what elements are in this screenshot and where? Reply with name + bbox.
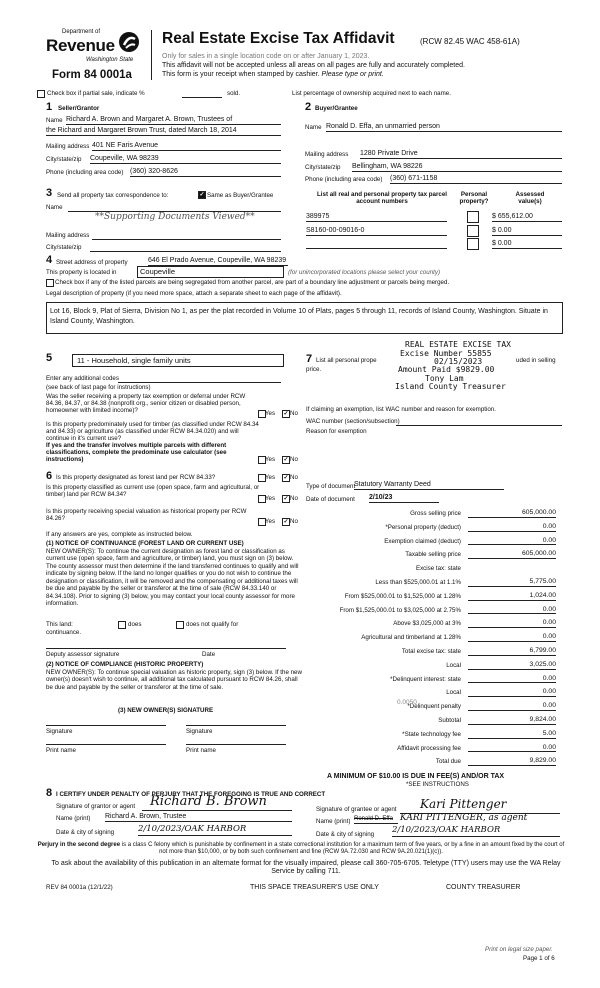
buyer-section-title: Buyer/Grantee [315, 105, 358, 112]
correspondence-city-line[interactable] [90, 251, 281, 252]
correspondence-section-number: 3 [46, 187, 53, 199]
doc-type-label: Type of document [306, 483, 356, 490]
doc-type-value[interactable]: Statutory Warranty Deed [354, 481, 504, 490]
buyer-name-label: Name [305, 124, 322, 131]
assessed-value-header: Assessed value(s) [515, 191, 545, 206]
form-title: Real Estate Excise Tax Affidavit [162, 30, 395, 47]
grantor-date-label: Date & city of signing [56, 829, 115, 836]
parcel-number-1[interactable]: 389975 [306, 213, 447, 222]
form-number: Form 84 0001a [52, 69, 132, 81]
additional-codes-line[interactable] [118, 382, 281, 383]
owner-print-line-1[interactable] [46, 744, 166, 745]
tax-row-label: From $525,000.01 to $1,525,000 at 1.28% [344, 592, 461, 600]
certify-section-number: 8 [46, 787, 53, 799]
wac-label: WAC number (section/subsection) [306, 418, 400, 425]
continuance-label: continuance. [46, 629, 82, 636]
grantee-name-struck: Ronald D. Effa [354, 816, 398, 824]
use-code-select[interactable]: 11 - Household, single family units [72, 354, 284, 367]
receipt-line-1: REAL ESTATE EXCISE TAX [405, 340, 511, 349]
reason-label: Reason for exemption [306, 428, 367, 435]
use-code-section-number: 5 [46, 352, 53, 364]
minimum-due-note: A MINIMUM OF $10.00 IS DUE IN FEE(S) AND/OR TAX [327, 773, 505, 780]
perjury-notice: Perjury in the second degree is a class C felony which is punishable by confinement in a state correctional institution for a maximum term of five years, or by a fine in an amount fixed by the court of not more than $10,000, or by both such confinement and fine (RCW 9A.72.030 and RCW 9A.20.021(1)(c)). [37, 842, 565, 855]
owner-print-label-2: Print name [186, 747, 216, 754]
grantee-name-label: Name (print) [316, 818, 351, 825]
tax-row-value[interactable]: 9,829.00 [468, 757, 556, 766]
timber-question: Is this property predominately used for timber (as classified under RCW 84.34 and 84.33) or agriculture (as classified under RCW 84.34.020) and will continue in it's current use? [46, 421, 259, 443]
parcel-number-3[interactable] [306, 240, 447, 249]
forest-no-text: No [290, 474, 298, 481]
tax-row-value[interactable]: 0.00 [468, 702, 556, 711]
notice-continuance-title: (1) NOTICE OF CONTINUANCE (FOREST LAND OR CURRENT USE) [46, 540, 244, 547]
exemption-no-label: No [290, 410, 298, 417]
exemption-no-checkbox[interactable]: ✓ [283, 411, 289, 417]
owner-signature-line-2[interactable] [186, 725, 286, 726]
historic-no-checkbox[interactable]: ✓ [283, 519, 289, 525]
notice-compliance-title: (2) NOTICE OF COMPLIANCE (HISTORIC PROPERTY) [46, 661, 204, 668]
tax-row-value[interactable]: 3,025.00 [468, 661, 556, 670]
grantor-signature-label: Signature of grantor or agent [56, 803, 136, 810]
tax-row-value[interactable]: 0.00 [468, 523, 556, 532]
tax-row-label: Subtotal [438, 717, 461, 724]
correspondence-mail-line[interactable] [92, 239, 281, 240]
revision-label: REV 84 0001a (12/1/22) [46, 884, 113, 891]
treasurer-use-label: THIS SPACE TREASURER'S USE ONLY [250, 884, 379, 891]
tax-row-value[interactable]: 0.00 [468, 744, 556, 753]
tax-row-label: Less than $525,000.01 at 1.1% [375, 579, 461, 586]
seller-name-label: Name [46, 117, 63, 124]
correspondence-label: Send all property tax correspondence to: [57, 192, 169, 199]
historic-yes-text: Yes [265, 518, 276, 525]
seller-phone-value[interactable]: (360) 320-8626 [130, 168, 281, 177]
grantor-signature-line[interactable] [142, 810, 292, 811]
tax-row-value[interactable]: 0.00 [468, 633, 556, 642]
grantor-name-value[interactable]: Richard A. Brown, Trustee [105, 813, 292, 822]
tax-row-label: Taxable selling price [405, 551, 461, 559]
street-value[interactable]: 646 El Prado Avenue, Coupeville, WA 98239 [148, 257, 288, 266]
buyer-mail-value[interactable]: 1280 Private Drive [360, 150, 562, 159]
receipt-line-3: 02/15/2023 [434, 357, 483, 366]
timber-yes-label: Yes [265, 456, 276, 463]
receipt-line-6: Island County Treasurer [395, 382, 506, 391]
owner-signature-label-1: Signature [46, 728, 73, 735]
form-rcw: (RCW 82.45 WAC 458-61A) [420, 37, 520, 46]
notice-continuance-body: NEW OWNER(S): To continue the current designation as forest land or classification as current use (open space, farm and agriculture, or timber) land, you must sign on (3) below. The county assessor must then determine if the land transferred continues to qualify and will indicate by signing below. If the land no longer qualifies or you do not wish to continue the designation or classification, it will be removed and the compensating or additional taxes will be due and payable by the seller or transferor at the time of sale (RCW 84.33.140 or 84.34.108). Prior to signing (3) below, you may contact your local county assessor for more information. [46, 548, 299, 608]
tax-row-value[interactable]: 0.00 [468, 537, 556, 546]
tax-row-value[interactable]: 605,000.00 [468, 550, 556, 559]
seller-section-title: Seller/Grantor [58, 105, 100, 112]
street-label: Street address of property [56, 259, 128, 266]
this-land-label: This land: [46, 621, 73, 628]
forest-section-number: 6 [46, 470, 53, 482]
tax-row-value[interactable]: 1,024.00 [468, 592, 556, 601]
grantee-date-label: Date & city of signing [316, 831, 375, 838]
county-treasurer-label: COUNTY TREASURER [446, 884, 521, 891]
partial-sale-label: Check box if partial sale, indicate % [47, 90, 145, 97]
tax-row-value[interactable]: 0.00 [468, 619, 556, 628]
tax-row-value[interactable]: 5,775.00 [468, 578, 556, 587]
seller-section-number: 1 [46, 101, 53, 113]
certify-title: I CERTIFY UNDER PENALTY OF PERJURY THAT THE FOREGOING IS TRUE AND CORRECT [56, 791, 326, 798]
seller-name-line-1[interactable]: Richard A. Brown and Margaret A. Brown, Trustees of [66, 116, 281, 125]
tax-row-label: *Delinquent interest: state [390, 675, 461, 683]
timber-no-label: No [290, 456, 298, 463]
tax-row-label: Total due [435, 758, 461, 766]
buyer-city-label: City/state/zip [305, 164, 341, 171]
grantor-signature: Richard B. Brown [150, 794, 267, 809]
property-section-number: 4 [46, 254, 53, 266]
owner-print-label-1: Print name [46, 747, 76, 754]
tax-row-value[interactable]: 5.00 [468, 730, 556, 739]
buyer-name-value[interactable]: Ronald D. Effa, an unmarried person [326, 123, 562, 132]
deputy-date-label: Date [202, 651, 216, 658]
personal-property-section-number: 7 [306, 353, 313, 365]
location-select[interactable]: Coupeville [137, 266, 284, 278]
correspondence-mail-label: Mailing address [46, 232, 90, 239]
legal-paper-note: Print on legal size paper. [485, 946, 553, 953]
personal-property-list-tail: uded in selling [516, 357, 556, 364]
historic-no-text: No [290, 518, 298, 525]
does-not-qualify-checkbox[interactable] [176, 621, 184, 629]
personal-property-checkbox-1[interactable] [467, 211, 479, 223]
buyer-section-number: 2 [305, 101, 312, 113]
current-use-no-checkbox[interactable]: ✓ [283, 496, 289, 502]
tax-row-label: Local [446, 661, 461, 669]
same-as-buyer-checkbox[interactable]: ✓ [199, 192, 205, 198]
grantor-date-value[interactable]: 2/10/2023/OAK HARBOR [138, 825, 292, 836]
buyer-phone-label: Phone (including area code) [305, 176, 383, 183]
segregated-label: Check box if any of the listed parcels are being segregated from another parcel, are part of a boundary line adjustment or parcels being merged. [55, 279, 450, 286]
partial-sale-checkbox[interactable] [37, 90, 45, 98]
personal-property-checkbox-2[interactable] [467, 225, 479, 237]
exemption-question: Was the seller receiving a property tax exemption or deferral under RCW 84.36, 84.37, or 84.38 (nonprofit org., senior citizen or disabled person, homeowner with limited income)? [46, 393, 246, 415]
tax-row-label: Gross selling price [410, 510, 461, 517]
personal-property-price-label: price. [306, 366, 322, 373]
partial-pct-line[interactable] [182, 97, 222, 98]
receipt-line-2: Excise Number 55855 [400, 349, 492, 358]
wac-line[interactable] [396, 425, 562, 426]
tax-row-label: Excise tax: state [415, 565, 461, 573]
page-number: Page 1 of 6 [523, 955, 555, 962]
additional-codes-label: Enter any additional codes [46, 375, 119, 382]
owner-signature-line-1[interactable] [46, 725, 166, 726]
buyer-city-value[interactable]: Bellingham, WA 98226 [352, 163, 562, 172]
segregated-checkbox[interactable] [46, 279, 54, 287]
grantee-signature-label: Signature of grantee or agent [316, 806, 397, 813]
header-note-1: Only for sales in a single location code on or after January 1, 2023. [162, 53, 370, 60]
seller-city-label: City/state/zip [46, 156, 82, 163]
tax-row-value[interactable]: 605,000.00 [468, 509, 556, 518]
list-percentage-note: List percentage of ownership acquired next to each name. [292, 90, 451, 97]
deputy-signature-line[interactable] [46, 648, 286, 649]
dept-of-label: Department of [62, 29, 101, 35]
tax-row-label: From $1,525,000.01 to $3,025,000 at 2.75% [339, 606, 461, 614]
does-qualify-checkbox[interactable] [118, 621, 126, 629]
tax-row-label: *State technology fee [402, 730, 461, 738]
exemption-yes-label: Yes [265, 410, 276, 417]
does-not-qualify-label: does not qualify for [186, 621, 239, 628]
exemption-claim-label: If claiming an exemption, list WAC number and reason for exemption. [306, 406, 496, 413]
seller-name-line-2[interactable]: the Richard and Margaret Brown Trust, dated March 18, 2014 [46, 127, 281, 136]
grantee-name-value[interactable]: KARI PITTENGER, as agent [400, 813, 528, 823]
tax-row-label: Above $3,025,000 at 3% [393, 620, 461, 628]
see-back-label: (see back of last page for instructions) [46, 384, 151, 391]
receipt-line-4: Amount Paid $9829.00 [398, 365, 495, 374]
tax-row-value[interactable]: 6,799.00 [468, 647, 556, 656]
grantor-name-label: Name (print) [56, 815, 91, 822]
legal-description-label: Legal description of property (if you need more space, attach a separate sheet to each page of the affidavit). [46, 290, 342, 297]
tax-row-label: Total excise tax: state [401, 648, 461, 655]
tax-row-label: Exemption claimed (deduct) [384, 537, 461, 545]
personal-property-checkbox-3[interactable] [467, 238, 479, 250]
seller-mail-label: Mailing address [46, 143, 90, 150]
owner-signature-label-2: Signature [186, 728, 213, 735]
assessed-value-2[interactable]: $ 0.00 [492, 227, 562, 236]
tax-row-label: Affidavit processing fee [397, 744, 461, 752]
tax-row-value[interactable]: 0.00 [468, 688, 556, 697]
located-label: This property is located in [46, 269, 117, 276]
new-owner-signature-title: (3) NEW OWNER(S) SIGNATURE [118, 707, 214, 714]
historic-question: Is this property receiving special valuation as historical property per RCW 84.26? [46, 508, 247, 523]
revenue-logo-text: Revenue [46, 36, 115, 55]
tax-row-label: *Personal property (deduct) [385, 523, 461, 531]
tax-row-label: Local [446, 689, 461, 697]
owner-print-line-2[interactable] [186, 744, 286, 745]
does-qualify-label: does [128, 621, 142, 628]
forest-yes-text: Yes [265, 474, 276, 481]
current-use-no-text: No [290, 495, 298, 502]
parcel-header: List all real and personal property tax parcel account numbers [317, 191, 447, 206]
seller-phone-label: Phone (including area code) [46, 169, 124, 176]
timber-no-checkbox[interactable]: ✓ [283, 457, 289, 463]
supporting-docs-stamp: **Supporting Documents Viewed** [95, 212, 255, 222]
seller-city-value[interactable]: Coupeville, WA 98239 [90, 155, 281, 164]
personal-property-header: Personal property? [459, 191, 489, 206]
personal-property-list-label: List all personal prope [316, 357, 377, 364]
timber-question-note: If yes and the transfer involves multiple parcels with different classifications, complete the predominate use calculator (see instructions) [46, 442, 227, 464]
deputy-signature-label: Deputy assessor signature [46, 651, 120, 658]
forest-question: Is this property designated as forest land per RCW 84.33? [56, 474, 216, 481]
notice-compliance-body: NEW OWNER(S): To continue special valuation as historic property, sign (3) below. If the new owner(s) doesn't wish to continue, all additional tax calculated pursuant to RCW 84.26, shall be due and payable by the seller or transferor at the time of sale. [46, 669, 302, 691]
see-instructions-note: *SEE INSTRUCTIONS [406, 781, 469, 788]
partial-sold-label: sold. [227, 90, 241, 97]
current-use-yes-text: Yes [265, 495, 276, 502]
correspondence-city-label: City/state/zip [46, 244, 82, 251]
parcel-number-2[interactable]: S8160-00-09016-0 [306, 227, 447, 236]
doc-date-label: Date of document [306, 496, 355, 503]
forest-no-checkbox[interactable]: ✓ [283, 475, 289, 481]
doc-date-value[interactable]: 2/10/23 [369, 494, 439, 503]
if-any-yes-note: If any answers are yes, complete as instructed below. [46, 531, 193, 538]
revenue-logo-icon [118, 31, 140, 53]
same-as-buyer-label: Same as Buyer/Grantee [207, 192, 274, 199]
alternate-format-notice: To ask about the availability of this publication in an alternate format for the visually impaired, please call 360-705-6705. Teletype (TTY) users may use the WA Relay Service by calling 711. [51, 860, 561, 876]
correspondence-name-label: Name [46, 204, 63, 211]
located-note: (for unincorporated locations please select your county) [288, 269, 441, 276]
header-divider [151, 30, 152, 80]
tax-row-label: Agricultural and timberland at 1.28% [361, 634, 461, 642]
receipt-line-5: Tony Lam [425, 374, 464, 383]
legal-description-box[interactable]: Lot 16, Block 9, Plat of Sierra, Division No 1, as per the plat recorded in Volume 10 of Plats, pages 5 through 11, records of Island County, Washington. Situate in Island County, Washington. [46, 302, 563, 334]
seller-mail-value[interactable]: 401 NE Faris Avenue [92, 142, 281, 151]
tax-row-value[interactable]: 0.00 [468, 675, 556, 684]
local-rate: 0.0050 [397, 699, 417, 706]
tax-row-value[interactable]: 9,824.00 [468, 716, 556, 725]
grantee-date-value[interactable]: 2/10/2023/OAK HARBOR [392, 826, 560, 837]
assessed-value-1[interactable]: $ 655,612.00 [492, 213, 562, 222]
buyer-phone-value[interactable]: (360) 671-1158 [390, 175, 562, 184]
washington-state-label: Washington State [86, 57, 134, 63]
current-use-question: Is this property classified as current use (open space, farm and agricultural, or timber) land per RCW 84.34? [46, 484, 260, 499]
header-note-3: This form is your receipt when stamped by cashier. Please type or print. [162, 71, 384, 78]
buyer-mail-label: Mailing address [305, 151, 349, 158]
assessed-value-3[interactable]: $ 0.00 [492, 240, 562, 249]
grantee-signature: Kari Pittenger [420, 797, 507, 811]
tax-row-value[interactable]: 0.00 [468, 606, 556, 615]
tax-row-label: *Delinquent penalty [407, 703, 461, 711]
header-note-2: This affidavit will not be accepted unless all areas on all pages are fully and accurately completed. [162, 62, 465, 69]
